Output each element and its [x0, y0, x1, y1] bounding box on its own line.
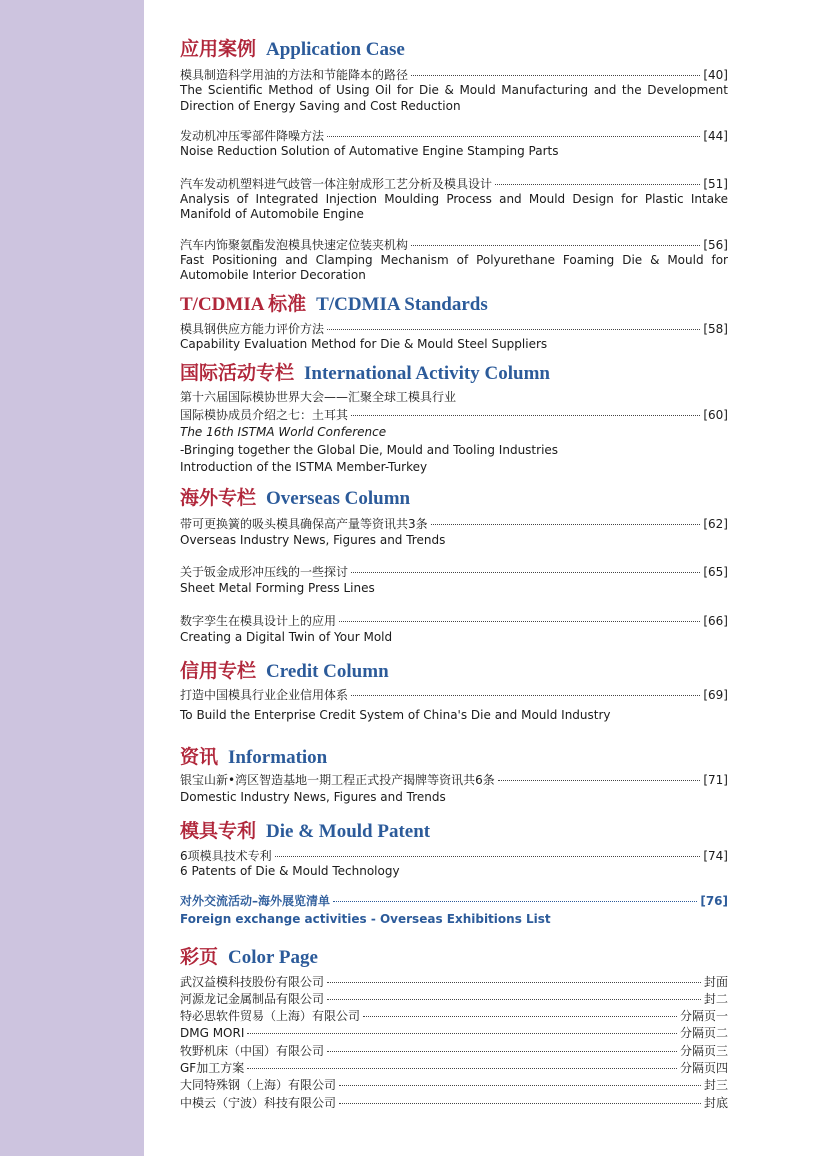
- page-label: 封三: [703, 1078, 728, 1093]
- entry-title-cn: 模具钢供应方能力评价方法: [180, 321, 325, 336]
- entry-title-cn: 对外交流活动–海外展览清单: [180, 893, 331, 908]
- entry-title-cn: 第十六届国际模协世界大会——汇聚全球工模具行业: [180, 390, 457, 404]
- page-number: [76]: [700, 893, 728, 908]
- section-heading-overseas: [180, 487, 728, 511]
- entry-title-en: Capability Evaluation Method for Die & Mould Steel Suppliers: [180, 336, 548, 351]
- leader-dots: [411, 245, 700, 246]
- toc-entry[interactable]: [180, 564, 728, 597]
- entry-title-en: Fast Positioning and Clamping Mechanism of Polyurethane Foaming Die & Mould for Automobile Interior Decoration: [180, 252, 728, 282]
- entry-title-en: The Scientific Method of Using Oil for Die & Mould Manufacturing and the Development Direction of Energy Saving and Cost Reduction: [180, 83, 728, 113]
- section-title-en: T/CDMIA Standards: [316, 293, 488, 315]
- toc-entry[interactable]: [180, 848, 728, 880]
- leader-dots: [327, 982, 701, 983]
- entry-title-en: 6 Patents of Die & Mould Technology: [180, 864, 400, 878]
- section-title-cn: 海外专栏: [180, 487, 257, 509]
- section-title-en: Application Case: [266, 39, 405, 60]
- advertiser-name: 牧野机床（中国）有限公司: [180, 1043, 325, 1058]
- toc-entry[interactable]: [180, 237, 728, 284]
- section-heading-standards: [180, 293, 728, 317]
- leader-dots: [339, 621, 700, 622]
- page-label: 分隔页四: [679, 1060, 728, 1075]
- section-title-cn: 模具专利: [180, 821, 257, 842]
- leader-dots: [498, 780, 701, 781]
- section-title-en: Die & Mould Patent: [266, 821, 431, 842]
- page-number: [51]: [703, 176, 728, 191]
- advertiser-name: 大同特殊钢（上海）有限公司: [180, 1078, 337, 1093]
- toc-entry[interactable]: [180, 613, 728, 646]
- leader-dots: [327, 999, 701, 1000]
- entry-title-en: Analysis of Integrated Injection Moulding Process and Mould Design for Plastic Intake Manifold of Automobile Engine: [180, 191, 728, 221]
- leader-dots: [339, 1085, 701, 1086]
- page-label: 封面: [703, 974, 728, 989]
- entry-title-cn: 数字孪生在模具设计上的应用: [180, 613, 337, 628]
- leader-dots: [351, 572, 700, 573]
- entry-title-cn: 汽车发动机塑料进气歧管一体注射成形工艺分析及模具设计: [180, 176, 493, 191]
- table-of-contents: [180, 38, 728, 1112]
- section-title-en: International Activity Column: [304, 363, 550, 384]
- entry-subtitle-en: -Bringing together the Global Die, Mould and Tooling Industries: [180, 442, 559, 457]
- page-number: [44]: [703, 129, 728, 143]
- entry-title-cn: 汽车内饰聚氨酯发泡模具快速定位装夹机构: [180, 237, 409, 252]
- entry-subtitle-en: Introduction of the ISTMA Member-Turkey: [180, 460, 428, 474]
- entry-title-cn: 打造中国模具行业企业信用体系: [180, 688, 349, 702]
- entry-title-en: Domestic Industry News, Figures and Trends: [180, 789, 446, 804]
- leader-dots: [495, 184, 700, 185]
- leader-dots: [351, 415, 700, 416]
- entry-title-en: Foreign exchange activities - Overseas Exhibitions List: [180, 911, 551, 926]
- toc-entry[interactable]: [180, 687, 728, 724]
- advertiser-entry[interactable]: [180, 991, 728, 1008]
- advertiser-name: 中模云（宁波）科技有限公司: [180, 1095, 337, 1110]
- page-number: [66]: [703, 613, 728, 628]
- leader-dots: [247, 1068, 677, 1069]
- page-number: [69]: [703, 688, 728, 702]
- page-number: [74]: [703, 849, 728, 863]
- section-title-cn: 彩页: [180, 946, 219, 968]
- advertiser-entry[interactable]: [180, 974, 728, 991]
- advertiser-entry[interactable]: [180, 1043, 728, 1060]
- section-title-en: Information: [228, 746, 328, 768]
- toc-entry-exchange[interactable]: [180, 892, 728, 928]
- leader-dots: [327, 136, 700, 137]
- section-title-en: Credit Column: [266, 661, 389, 682]
- section-title-cn: 国际活动专栏: [180, 363, 295, 384]
- advertiser-entry[interactable]: [180, 1060, 728, 1077]
- section-title-en: Overseas Column: [266, 487, 411, 509]
- page-number: [65]: [703, 565, 728, 579]
- advertiser-list: [180, 974, 728, 1112]
- advertiser-entry[interactable]: [180, 1077, 728, 1094]
- section-title-cn: 资讯: [180, 746, 219, 768]
- entry-title-en: Overseas Industry News, Figures and Trends: [180, 532, 446, 547]
- advertiser-name: 河源龙记金属制品有限公司: [180, 991, 325, 1006]
- advertiser-name: DMG MORI: [180, 1026, 245, 1041]
- entry-title-en: To Build the Enterprise Credit System of China's Die and Mould Industry: [180, 708, 611, 722]
- leader-dots: [275, 856, 701, 857]
- leader-dots: [327, 329, 700, 330]
- page-number: [71]: [703, 772, 728, 787]
- toc-entry[interactable]: [180, 516, 728, 549]
- page-number: [40]: [703, 68, 728, 82]
- advertiser-name: 武汉益模科技股份有限公司: [180, 974, 325, 989]
- toc-entry[interactable]: [180, 67, 728, 114]
- entry-title-cn: 6项模具技术专利: [180, 849, 272, 863]
- section-heading-information: [180, 746, 728, 770]
- section-heading-patent: [180, 820, 728, 844]
- toc-entry[interactable]: [180, 176, 728, 223]
- page-label: 分隔页三: [679, 1043, 728, 1058]
- advertiser-entry[interactable]: [180, 1008, 728, 1025]
- section-heading-credit: [180, 660, 728, 684]
- leader-dots: [411, 75, 700, 76]
- entry-title-cn: 发动机冲压零部件降噪方法: [180, 129, 325, 143]
- page-number: [62]: [703, 516, 728, 531]
- section-heading-international: [180, 362, 728, 386]
- page-label: 分隔页一: [679, 1009, 728, 1024]
- entry-title-cn: 国际模协成员介绍之七：土耳其: [180, 407, 349, 422]
- entry-title-cn: 银宝山新•湾区智造基地一期工程正式投产揭牌等资讯共6条: [180, 772, 495, 787]
- section-title-cn: 信用专栏: [180, 661, 257, 682]
- section-heading-color-page: [180, 946, 728, 970]
- toc-entry[interactable]: [180, 389, 728, 477]
- section-title-en: Color Page: [228, 946, 318, 968]
- leader-dots: [339, 1103, 701, 1104]
- page-number: [58]: [703, 321, 728, 336]
- entry-title-cn: 模具制造科学用油的方法和节能降本的路径: [180, 68, 409, 82]
- section-heading-application: [180, 38, 728, 62]
- page-number: [60]: [703, 407, 728, 422]
- advertiser-name: GF加工方案: [180, 1060, 245, 1075]
- section-title-cn: T/CDMIA 标准: [180, 293, 307, 315]
- advertiser-entry[interactable]: [180, 1095, 728, 1112]
- toc-entry[interactable]: [180, 772, 728, 806]
- entry-title-en: Creating a Digital Twin of Your Mold: [180, 629, 393, 644]
- advertiser-entry[interactable]: [180, 1025, 728, 1042]
- page-label: 封底: [703, 1095, 728, 1110]
- entry-title-en: Noise Reduction Solution of Automative Engine Stamping Parts: [180, 144, 559, 158]
- page-label: 封二: [703, 991, 728, 1006]
- leader-dots: [351, 695, 700, 696]
- entry-title-en: The 16th ISTMA World Conference: [180, 425, 387, 439]
- leader-dots: [327, 1051, 677, 1052]
- page-number: [56]: [703, 237, 728, 252]
- advertiser-name: 特必思软件贸易（上海）有限公司: [180, 1009, 361, 1024]
- entry-title-cn: 关于钣金成形冲压线的一些探讨: [180, 565, 349, 579]
- leader-dots: [431, 524, 701, 525]
- side-color-bar: [0, 0, 144, 1156]
- leader-dots: [247, 1033, 677, 1034]
- toc-entry[interactable]: [180, 128, 728, 160]
- page-label: 分隔页二: [679, 1026, 728, 1041]
- leader-dots: [333, 901, 697, 902]
- entry-title-cn: 带可更换簧的吸头模具确保高产量等资讯共3条: [180, 516, 428, 531]
- leader-dots: [363, 1016, 677, 1017]
- section-title-cn: 应用案例: [180, 39, 257, 60]
- toc-entry[interactable]: [180, 321, 728, 353]
- entry-title-en: Sheet Metal Forming Press Lines: [180, 581, 375, 595]
